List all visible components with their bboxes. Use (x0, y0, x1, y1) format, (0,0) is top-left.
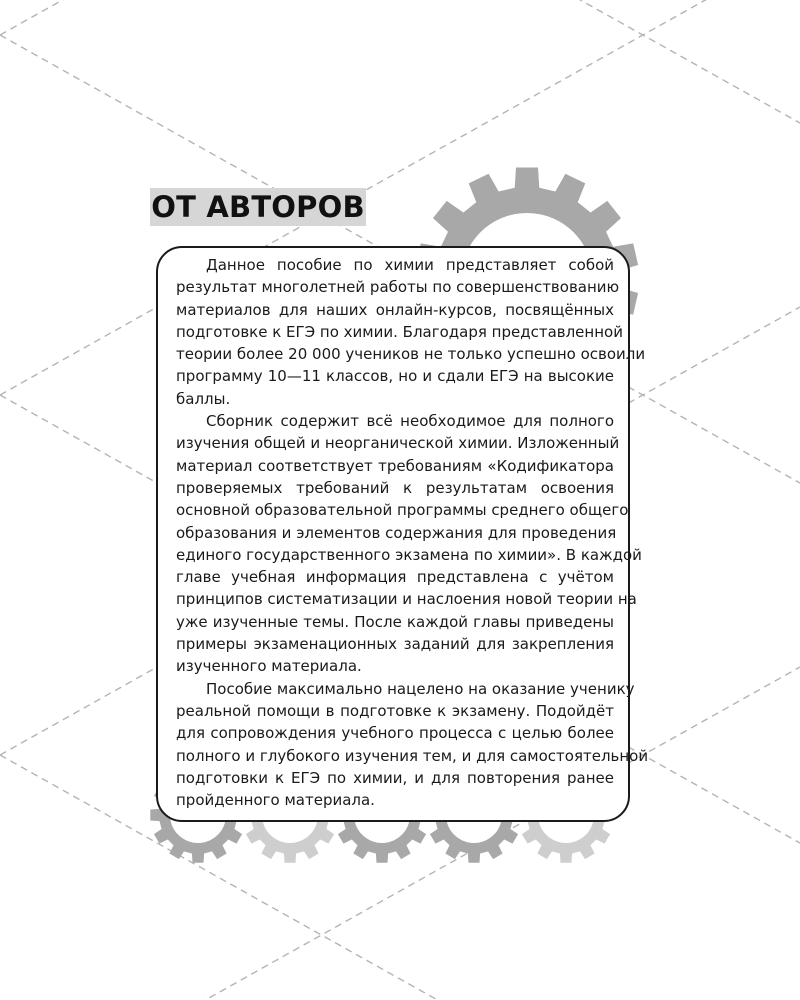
text-line: результат многолетней работы по совершенствованию (176, 278, 620, 297)
text-line: Сборник содержит всё необходимое для полного (206, 412, 614, 431)
text-line: принципов систематизации и наслоения новой теории на (176, 590, 637, 609)
section-title-banner (150, 188, 366, 226)
text-line: Данное пособие по химии представляет собой (206, 256, 614, 274)
text-line: пройденного материала. (176, 791, 375, 810)
paragraph-3 (176, 678, 649, 812)
text-line: единого государственного экзамена по химии». В каждой (176, 545, 642, 564)
text-line: баллы. (176, 389, 231, 408)
text-line: реальной помощи в подготовке к экзамену. Подойдёт (176, 701, 614, 720)
text-line: главе учебная информация представлена с учётом (176, 568, 614, 587)
text-line: проверяемых требований к результатам освоения (176, 478, 614, 497)
lattice-line (0, 0, 800, 123)
text-line: подготовки к ЕГЭ по химии, и для повторения ранее (176, 768, 614, 787)
text-frame (156, 246, 649, 822)
page-title: ОТ АВТОРОВ (151, 190, 365, 224)
text-line: изученного материала. (176, 657, 362, 676)
text-line: полного и глубокого изучения тем, и для самостоятельной (176, 746, 649, 765)
text-line: примеры экзаменационных заданий для закрепления (176, 635, 614, 654)
text-line: образования и элементов содержания для проведения (176, 523, 617, 542)
text-line: для сопровождения учебного процесса с целью более (176, 724, 614, 743)
text-line: материалов для наших онлайн-курсов, посвящённых (176, 300, 614, 319)
text-line: материал соответствует требованиям «Кодификатора (176, 456, 614, 475)
text-line: Пособие максимально нацелено на оказание ученику (206, 679, 635, 698)
text-line: программу 10—11 классов, но и сдали ЕГЭ на высокие (176, 367, 614, 386)
text-line: уже изученные темы. После каждой главы приведены (176, 612, 614, 631)
text-line: подготовке к ЕГЭ по химии. Благодаря представленной (176, 322, 623, 341)
paragraph-2 (176, 410, 642, 678)
text-line: основной образовательной программы среднего общего (176, 501, 629, 520)
text-line: теории более 20 000 учеников не только успешно освоили (176, 345, 646, 364)
paragraph-1 (176, 254, 646, 410)
lattice-line (0, 0, 800, 35)
text-line: изучения общей и неорганической химии. Изложенный (176, 434, 620, 453)
